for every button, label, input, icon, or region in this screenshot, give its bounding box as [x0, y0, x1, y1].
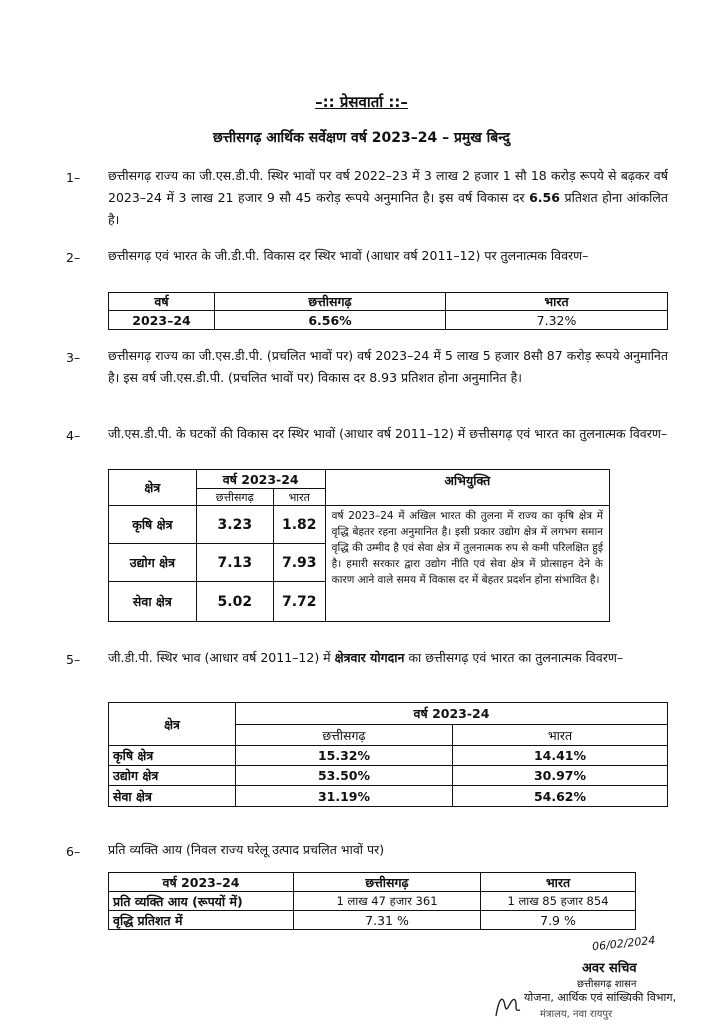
point-2-text: छत्तीसगढ़ एवं भारत के जी.डी.पी. विकास दर स्थिर भावों (आधार वर्ष 2011–12) पर तुलनात्मक विवरण– — [108, 248, 589, 263]
table2-row-india: 7.93 — [273, 544, 325, 582]
table3-row-india: 54.62% — [453, 786, 668, 807]
page-subtitle: छत्तीसगढ़ आर्थिक सर्वेक्षण वर्ष 2023–24 – प्रमुख बिन्दु — [213, 130, 510, 146]
table4-row-india: 7.9 % — [481, 911, 636, 930]
table1-cg-value: 6.56% — [215, 311, 446, 330]
point-1-body: छत्तीसगढ़ राज्य का जी.एस.डी.पी. स्थिर भावों पर वर्ष 2022–23 में 3 लाख 2 हजार 1 सौ 18 करोड़ रूपये से बढ़कर वर्ष 2023–24 में 3 लाख 21 हजार 9 सौ 45 करोड़ रूपये अनुमानित है। इस वर्ष विकास दर — [108, 168, 668, 205]
table2-row-india: 1.82 — [273, 506, 325, 544]
table2-sector-header: क्षेत्र — [109, 470, 197, 506]
point-3-text: छत्तीसगढ़ राज्य का जी.एस.डी.पी. (प्रचलित भावों पर) वर्ष 2023–24 में 5 लाख 5 हजार 8सौ 87 करोड़ रूपये अनुमानित है। इस वर्ष जी.एस.डी.पी. (प्रचलित भावों पर) विकास दर 8.93 प्रतिशत होना अनुमानित है। — [108, 348, 668, 385]
table3-year-header: वर्ष 2023-24 — [236, 703, 668, 725]
table3-row-cg: 31.19% — [236, 786, 453, 807]
table2-remark-text: वर्ष 2023–24 में अखिल भारत की तुलना में राज्य का कृषि क्षेत्र में वृद्धि बेहतर रहना अनुमानित है। इसी प्रकार उद्योग क्षेत्र में लगभग समान वृद्धि की उम्मीद है एवं सेवा क्षेत्र में तुलनात्मक रुप से कमी परिलक्षित हुई है। हमारी सरकार द्वारा उद्योग नीति एवं सेवा क्षेत्र में प्रोत्साहन देने के कारण आने वाले समय में विकास दर में बेहतर प्रदर्शन होना संभावित है। — [325, 506, 609, 622]
table2-row-sector: कृषि क्षेत्र — [109, 506, 197, 544]
table1-header-cg: छत्तीसगढ़ — [215, 293, 446, 311]
point-2-number: 2– — [66, 250, 81, 265]
table4-row-cg: 1 लाख 47 हजार 361 — [294, 892, 481, 911]
table2-row-cg: 7.13 — [196, 544, 273, 582]
table4-row-label: वृद्धि प्रतिशत में — [109, 911, 294, 930]
table4-row-cg: 7.31 % — [294, 911, 481, 930]
signature-location: मंत्रालय, नवा रायपुर — [540, 1009, 613, 1020]
table1-year: 2023–24 — [109, 311, 215, 330]
table2-col-india: भारत — [273, 489, 325, 506]
point-3-number: 3– — [66, 350, 81, 365]
per-capita-income-table — [108, 872, 636, 930]
table2-row-cg: 5.02 — [196, 582, 273, 622]
point-5-pre: जी.डी.पी. स्थिर भाव (आधार वर्ष 2011–12) में — [108, 650, 335, 665]
table3-col-cg: छत्तीसगढ़ — [236, 725, 453, 746]
point-4-text: जी.एस.डी.पी. के घटकों की विकास दर स्थिर भावों (आधार वर्ष 2011–12) में छत्तीसगढ़ एवं भारत का तुलनात्मक विवरण– — [108, 426, 668, 441]
table3-row-sector: सेवा क्षेत्र — [109, 786, 236, 807]
table4-row-label: प्रति व्यक्ति आय (रूपयों में) — [109, 892, 294, 911]
table3-row-sector: उद्योग क्षेत्र — [109, 766, 236, 786]
sector-contribution-table — [108, 702, 668, 807]
table2-row-cg: 3.23 — [196, 506, 273, 544]
table1-india-value: 7.32% — [446, 311, 668, 330]
point-5-bold: क्षेत्रवार योगदान — [334, 650, 405, 665]
table2-row-india: 7.72 — [273, 582, 325, 622]
table3-sector-header: क्षेत्र — [109, 703, 236, 746]
handwritten-initial-icon — [493, 990, 523, 1020]
signature-date: 06/02/2024 — [591, 933, 656, 954]
point-1-growth-rate: 6.56 — [529, 190, 560, 205]
table2-row-sector: सेवा क्षेत्र — [109, 582, 197, 622]
table3-row-india: 14.41% — [453, 746, 668, 766]
sector-growth-table — [108, 469, 610, 622]
table1-header-year: वर्ष — [109, 293, 215, 311]
table2-remark-header: अभियुक्ति — [325, 470, 609, 506]
table2-col-cg: छत्तीसगढ़ — [196, 489, 273, 506]
table2-row-sector: उद्योग क्षेत्र — [109, 544, 197, 582]
table4-row-india: 1 लाख 85 हजार 854 — [481, 892, 636, 911]
table3-col-india: भारत — [453, 725, 668, 746]
table3-row-sector: कृषि क्षेत्र — [109, 746, 236, 766]
table2-year-header: वर्ष 2023-24 — [196, 470, 325, 489]
point-4-number: 4– — [66, 428, 81, 443]
signature-govt: छत्तीसगढ़ शासन — [577, 979, 637, 990]
point-1-tail: प्रतिशत होना आंकलित है। — [108, 190, 668, 227]
point-6-text: प्रति व्यक्ति आय (निवल राज्य घरेलू उत्पाद प्रचलित भावों पर) — [108, 842, 385, 857]
table4-header-india: भारत — [481, 873, 636, 892]
table3-row-india: 30.97% — [453, 766, 668, 786]
point-1-text — [108, 165, 668, 231]
point-1-number: 1– — [66, 170, 81, 185]
point-5-post: का छत्तीसगढ़ एवं भारत का तुलनात्मक विवरण– — [404, 650, 624, 665]
table3-row-cg: 53.50% — [236, 766, 453, 786]
page-title: –:: प्रेसवार्ता ::– — [315, 93, 408, 111]
gdp-growth-table — [108, 292, 668, 330]
table3-row-cg: 15.32% — [236, 746, 453, 766]
point-6-number: 6– — [66, 844, 81, 859]
point-5-text — [108, 647, 668, 669]
table4-header-cg: छत्तीसगढ़ — [294, 873, 481, 892]
signature-designation: अवर सचिव — [582, 961, 637, 976]
table4-header-year: वर्ष 2023–24 — [109, 873, 294, 892]
signature-department: योजना, आर्थिक एवं सांख्यिकी विभाग, — [524, 991, 677, 1004]
point-5-number: 5– — [66, 652, 81, 667]
table1-header-india: भारत — [446, 293, 668, 311]
